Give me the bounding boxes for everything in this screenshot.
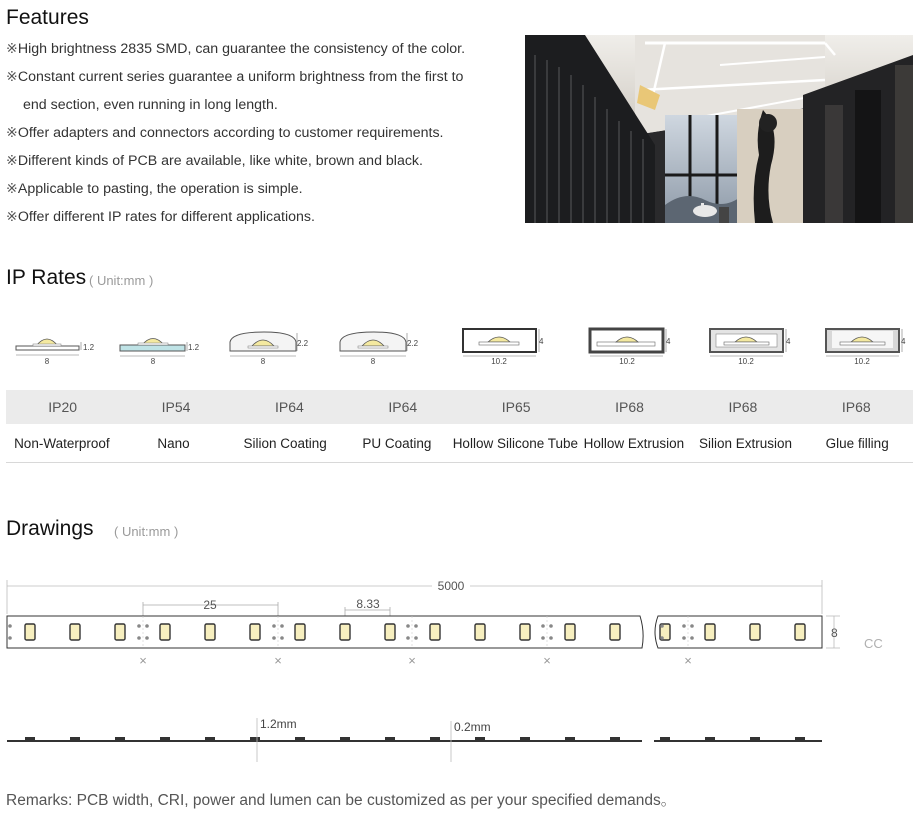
ip64-silion-width-label: 8 bbox=[260, 357, 266, 366]
led-side bbox=[25, 737, 35, 741]
solder-pad bbox=[660, 636, 664, 640]
ip68-silion-width-label: 10.2 bbox=[738, 357, 754, 366]
ip64-silion-cross-section bbox=[230, 332, 309, 366]
led-side bbox=[205, 737, 215, 741]
ip-rating-cell: IP68 bbox=[841, 399, 871, 415]
ip-type-cell: Silion Coating bbox=[243, 435, 327, 451]
cut-length-label: 25 bbox=[203, 598, 217, 612]
led-side bbox=[520, 737, 530, 741]
ip68-glue-height-label: 4 bbox=[901, 337, 906, 346]
solder-pad bbox=[541, 636, 545, 640]
solder-pad bbox=[682, 624, 686, 628]
led-chip bbox=[250, 624, 260, 640]
solder-pad bbox=[280, 624, 284, 628]
solder-pad bbox=[549, 624, 553, 628]
feature-item-1: ※High brightness 2835 SMD, can guarantee the consistency of the color. bbox=[6, 41, 466, 57]
led-chip bbox=[115, 624, 125, 640]
solder-pad bbox=[145, 624, 149, 628]
solder-pad bbox=[690, 624, 694, 628]
solder-pad bbox=[272, 624, 276, 628]
ip64-silion-height-label: 2.2 bbox=[297, 339, 309, 348]
feature-item-4: ※Different kinds of PCB are available, like white, brown and black. bbox=[6, 153, 423, 169]
ip-rating-cell: IP65 bbox=[501, 399, 531, 415]
feature-item-2-continued: end section, even running in long length. bbox=[23, 97, 278, 113]
solder-pad bbox=[145, 636, 149, 640]
solder-pad bbox=[682, 636, 686, 640]
ip68-hollow-width-label: 10.2 bbox=[619, 357, 635, 366]
solder-pad bbox=[406, 624, 410, 628]
solder-pad bbox=[541, 624, 545, 628]
ip-rating-row bbox=[6, 390, 913, 424]
ip-rating-cell: IP64 bbox=[275, 399, 304, 415]
ip20-width-label: 8 bbox=[44, 357, 50, 366]
cut-marks bbox=[139, 653, 692, 668]
ip54-height-label: 1.2 bbox=[188, 343, 200, 352]
led-chip bbox=[475, 624, 485, 640]
ip-rating-cell: IP54 bbox=[161, 399, 191, 415]
ip64-pu-width-label: 8 bbox=[370, 357, 376, 366]
led-side bbox=[565, 737, 575, 741]
cut-mark: × bbox=[543, 653, 551, 668]
ip20-height-label: 1.2 bbox=[83, 343, 95, 352]
solder-pad bbox=[414, 636, 418, 640]
solder-pad bbox=[406, 636, 410, 640]
ip65-cross-section bbox=[463, 329, 544, 366]
ip54-cross-section bbox=[120, 339, 200, 367]
solder-pad bbox=[414, 624, 418, 628]
led-chip bbox=[565, 624, 575, 640]
led-side bbox=[340, 737, 350, 741]
layer-thickness-label: 0.2mm bbox=[454, 720, 491, 734]
solder-pad bbox=[690, 636, 694, 640]
led-chip bbox=[340, 624, 350, 640]
led-side bbox=[660, 737, 670, 741]
led-side bbox=[705, 737, 715, 741]
ip-type-cell: Silion Extrusion bbox=[699, 435, 793, 451]
led-chip bbox=[385, 624, 395, 640]
ip20-cross-section bbox=[16, 339, 95, 366]
strip-drawing bbox=[0, 570, 916, 765]
solder-pad bbox=[137, 636, 141, 640]
led-side bbox=[795, 737, 805, 741]
solder-pad bbox=[8, 636, 12, 640]
cut-mark: × bbox=[408, 653, 416, 668]
ip-rates-table bbox=[6, 390, 913, 463]
feature-item-2: ※Constant current series guarantee a uniform brightness from the first to bbox=[6, 69, 464, 85]
strip-body-main bbox=[7, 616, 643, 648]
led-side bbox=[160, 737, 170, 741]
pcb-thickness-label: 1.2mm bbox=[260, 717, 297, 731]
ip-rating-cell: IP20 bbox=[48, 399, 78, 415]
ip64-pu-cross-section bbox=[340, 332, 419, 366]
led-chip bbox=[295, 624, 305, 640]
led-side bbox=[430, 737, 440, 741]
ip-type-cell: Hollow Extrusion bbox=[583, 435, 685, 451]
led-side bbox=[385, 737, 395, 741]
led-chip bbox=[520, 624, 530, 640]
ip-type-cell: Non-Waterproof bbox=[14, 435, 110, 451]
ip68-silion-height-label: 4 bbox=[786, 337, 791, 346]
led-chip bbox=[430, 624, 440, 640]
ip-type-cell: Hollow Silicone Tube bbox=[452, 435, 579, 451]
ip-type-cell: PU Coating bbox=[362, 435, 432, 451]
ip-type-row bbox=[6, 424, 913, 463]
ip68-silion-cross-section bbox=[710, 329, 791, 366]
led-side bbox=[250, 737, 260, 741]
solder-pad bbox=[660, 624, 664, 628]
led-pitch-label: 8.33 bbox=[356, 597, 380, 611]
solder-pad bbox=[272, 636, 276, 640]
ip68-glue-cross-section bbox=[826, 329, 906, 366]
ip-rating-cell: IP68 bbox=[728, 399, 758, 415]
led-side bbox=[610, 737, 620, 741]
feature-item-6: ※Offer different IP rates for different applications. bbox=[6, 209, 315, 225]
ip65-width-label: 10.2 bbox=[491, 357, 507, 366]
ip-type-cell: Glue filling bbox=[825, 435, 889, 451]
cut-mark: × bbox=[274, 653, 282, 668]
cc-label: CC bbox=[864, 636, 883, 651]
cut-mark: × bbox=[139, 653, 147, 668]
led-side bbox=[750, 737, 760, 741]
ip68-hollow-cross-section bbox=[590, 329, 671, 366]
ip68-glue-width-label: 10.2 bbox=[854, 357, 870, 366]
solder-pad bbox=[137, 624, 141, 628]
ip65-height-label: 4 bbox=[539, 337, 544, 346]
led-side bbox=[70, 737, 80, 741]
solder-pad bbox=[8, 624, 12, 628]
ip-rates-unit: ( Unit:mm ) bbox=[89, 273, 154, 288]
ip64-pu-height-label: 2.2 bbox=[407, 339, 419, 348]
drawings-title: Drawings bbox=[6, 517, 94, 540]
features-title: Features bbox=[6, 6, 89, 29]
drawings-unit: ( Unit:mm ) bbox=[114, 524, 179, 539]
led-chip bbox=[160, 624, 170, 640]
ip-rating-cell: IP68 bbox=[615, 399, 644, 415]
solder-pad bbox=[549, 636, 553, 640]
strip-width-label: 8 bbox=[831, 626, 838, 640]
led-side bbox=[115, 737, 125, 741]
interior-room-photo bbox=[525, 35, 913, 223]
led-chip bbox=[795, 624, 805, 640]
total-length-label: 5000 bbox=[437, 579, 465, 593]
led-side bbox=[475, 737, 485, 741]
led-side bbox=[295, 737, 305, 741]
ip-rating-cell: IP64 bbox=[388, 399, 418, 415]
cut-mark: × bbox=[684, 653, 692, 668]
led-chip bbox=[70, 624, 80, 640]
ip54-width-label: 8 bbox=[150, 357, 156, 366]
led-chip bbox=[750, 624, 760, 640]
ip-rates-title: IP Rates bbox=[6, 266, 87, 289]
feature-item-5: ※Applicable to pasting, the operation is simple. bbox=[6, 181, 303, 197]
solder-pad bbox=[280, 636, 284, 640]
features-list bbox=[6, 35, 465, 231]
feature-item-3: ※Offer adapters and connectors according to customer requirements. bbox=[6, 125, 444, 141]
ip-cross-sections bbox=[0, 318, 916, 370]
led-chip bbox=[610, 624, 620, 640]
remarks-text: Remarks: PCB width, CRI, power and lumen can be customized as per your specified demands。 bbox=[6, 792, 677, 809]
led-chip bbox=[25, 624, 35, 640]
ip-type-cell: Nano bbox=[157, 435, 190, 451]
led-chip bbox=[705, 624, 715, 640]
led-chip bbox=[205, 624, 215, 640]
ip68-hollow-height-label: 4 bbox=[666, 337, 671, 346]
